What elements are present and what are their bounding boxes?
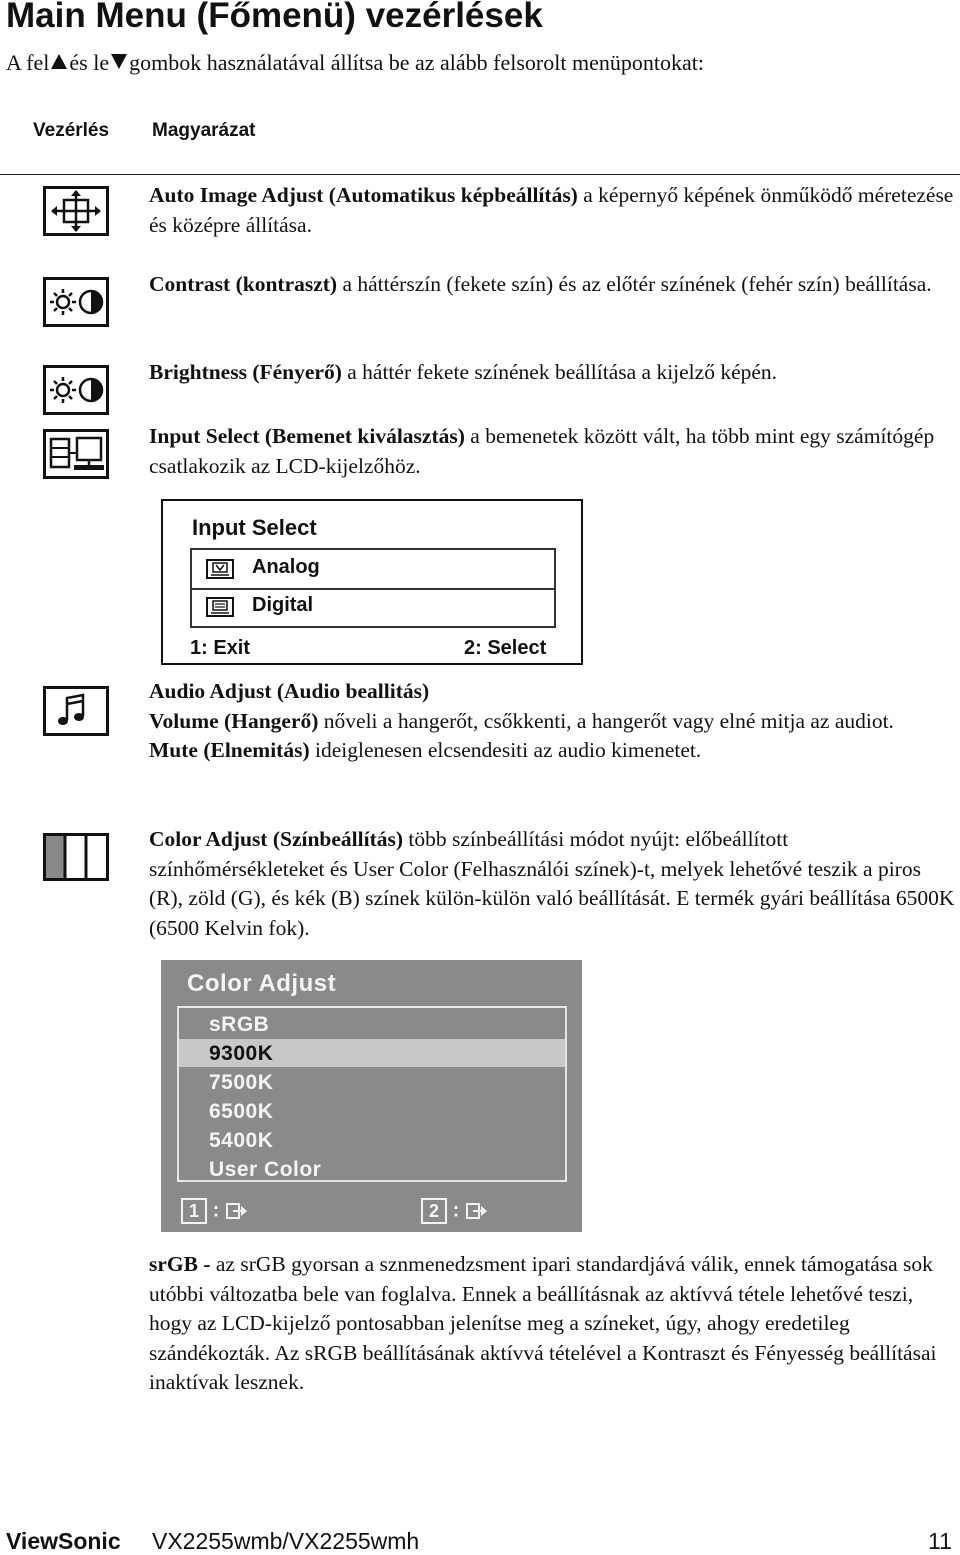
item-title: Auto Image Adjust (Automatikus képbeállítás) <box>149 183 578 207</box>
down-arrow-icon <box>111 54 127 69</box>
audio-adjust-icon <box>43 686 109 736</box>
key2-badge: 2 <box>421 1198 447 1224</box>
osd-option-srgb[interactable]: sRGB <box>209 1013 270 1036</box>
contrast-icon <box>43 277 109 327</box>
brightness-icon <box>43 365 109 415</box>
audio-description <box>149 677 957 766</box>
key1-badge: 1 <box>181 1198 207 1224</box>
osd-key2-hint <box>421 1198 489 1224</box>
audio-heading: Audio Adjust (Audio beallitás) <box>149 679 430 703</box>
item-title: Brightness (Fényerő) <box>149 360 342 384</box>
srgb-title: srGB - <box>149 1252 211 1276</box>
osd-option-list <box>190 548 556 628</box>
item-title: Contrast (kontraszt) <box>149 272 338 296</box>
footer-model: VX2255wmb/VX2255wmh <box>152 1528 420 1554</box>
color-adjust-osd <box>161 960 582 1232</box>
up-arrow-icon <box>51 54 67 69</box>
exit-icon <box>225 1201 249 1221</box>
input-select-description <box>149 422 957 481</box>
column-header-control: Vezérlés <box>33 120 110 141</box>
osd-option-analog[interactable] <box>192 550 554 590</box>
key1-separator: : <box>212 1199 220 1222</box>
osd-option-user-color[interactable]: User Color <box>209 1158 322 1181</box>
footer-brand: ViewSonic <box>6 1528 121 1554</box>
page-title: Main Menu (Főmenü) vezérlések <box>6 0 543 35</box>
osd-option-5400k[interactable]: 5400K <box>209 1129 274 1152</box>
volume-title: Volume (Hangerő) <box>149 708 319 733</box>
item-title: Color Adjust (Színbeállítás) <box>149 827 404 851</box>
osd-option-label: Digital <box>252 594 314 616</box>
osd-select-hint: 2: Select <box>464 637 547 659</box>
osd-option-9300k[interactable]: 9300K <box>179 1039 565 1067</box>
color-adjust-description <box>149 825 957 943</box>
key2-separator: : <box>452 1199 460 1222</box>
page-number: 11 <box>928 1528 952 1554</box>
item-text: a háttér fekete színének beállítása a kijelző képén. <box>341 360 778 384</box>
intro-text <box>6 50 704 76</box>
srgb-description <box>149 1250 957 1398</box>
input-select-icon <box>43 429 109 479</box>
digital-monitor-icon <box>206 597 234 617</box>
srgb-text: az srGB gyorsan a sznmenedzsment ipari standardjává válik, ennek támogatása sok utóbbi változatba bele van foglalva. Ennek a beállításnak az aktívvá tétele lehetővé teszi, hogy az LCD-kijelző pontosabban jelenítse meg a színeket, úgy, ahogy eredetileg szándékozták. Az sRGB beállításának aktívvá tételével a Kontraszt és Fényesség beállításai inaktívak lesznek. <box>149 1252 937 1394</box>
analog-monitor-icon <box>206 559 234 579</box>
color-adjust-icon <box>43 833 109 881</box>
item-text: több színbeállítási módot nyújt: előbeállított színhőmérsékleteket és User Color (Felhasználói színek)-t, melyek lehetővé teszik a piros (R), zöld (G), és kék (B) színek külön-külön való beállítását. E termék gyári beállítása 6500K (6500 Kelvin fok). <box>149 827 955 940</box>
osd-title: Input Select <box>192 515 317 540</box>
contrast-description <box>149 270 957 300</box>
osd-key1-hint <box>181 1198 249 1224</box>
item-text: a képernyő képének önműködő méretezése és középre állítása. <box>149 183 954 237</box>
item-title: Input Select (Bemenet kiválasztás) <box>149 424 465 448</box>
intro-before: A fel <box>6 50 50 75</box>
brightness-description <box>149 358 957 388</box>
osd-option-7500k[interactable]: 7500K <box>209 1071 274 1094</box>
header-divider <box>0 174 960 175</box>
osd-option-label: Analog <box>252 556 320 578</box>
volume-text: nőveli a hangerőt, csőkkenti, a hangerőt vagy elné mitja az audiot. <box>318 708 894 733</box>
auto-image-adjust-description <box>149 181 957 240</box>
intro-after: gombok használatával állítsa be az alább felsorolt menüpontokat: <box>129 50 704 75</box>
column-header-description: Magyarázat <box>152 120 256 141</box>
item-text: a bemenetek között vált, ha több mint egy számítógép csatlakozik az LCD-kijelzőhöz. <box>149 424 935 478</box>
osd-exit-hint: 1: Exit <box>190 637 251 659</box>
input-select-osd <box>161 499 583 665</box>
intro-middle: és le <box>69 50 110 75</box>
osd-title: Color Adjust <box>187 970 337 997</box>
osd-option-list <box>177 1006 567 1182</box>
item-text: a háttérszín (fekete szín) és az előtér színének (fehér szín) beállítása. <box>337 272 932 296</box>
osd-option-digital[interactable] <box>192 588 554 626</box>
mute-title: Mute (Elnemitás) <box>149 738 310 762</box>
auto-image-adjust-icon <box>43 186 109 236</box>
enter-icon <box>465 1201 489 1221</box>
osd-option-6500k[interactable]: 6500K <box>209 1100 274 1123</box>
mute-text: ideiglenesen elcsendesiti az audio kimenetet. <box>309 738 702 762</box>
